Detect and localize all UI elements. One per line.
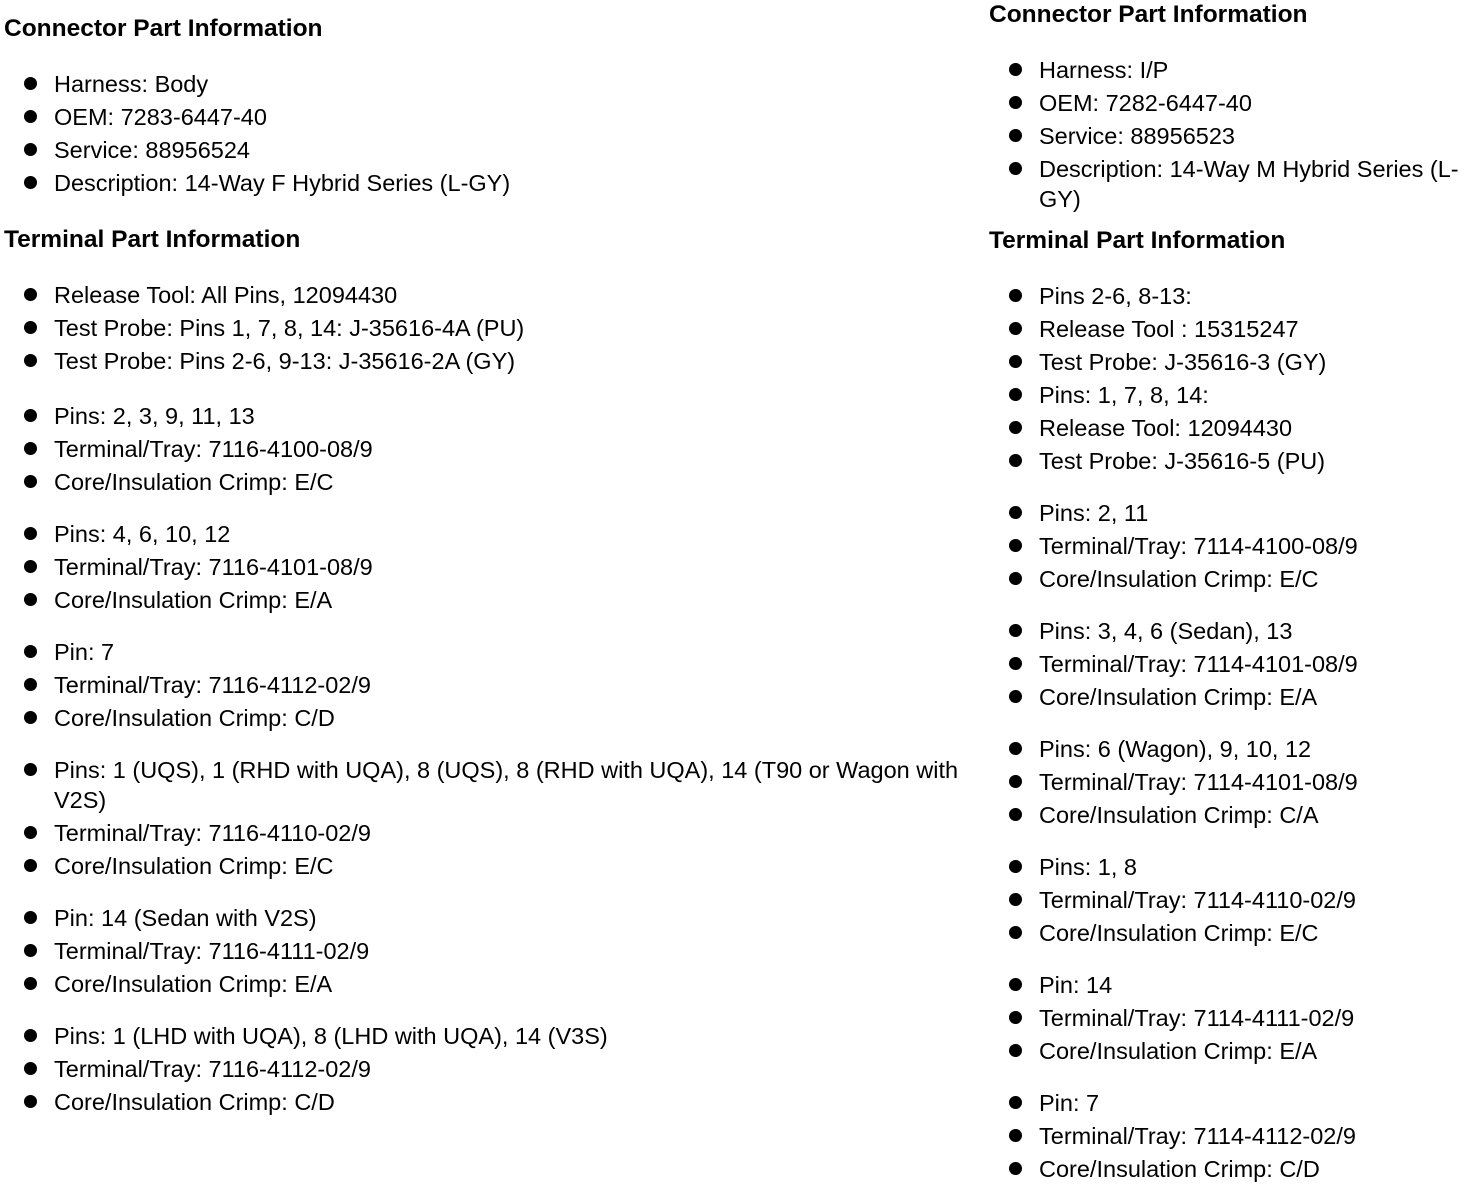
left-terminal-group-4 <box>4 637 979 733</box>
right-connector-list <box>989 55 1467 214</box>
right-connector-heading: Connector Part Information <box>989 1 1308 28</box>
list-item: Pins 2-6, 8-13: <box>989 281 1467 311</box>
right-terminal-group-2 <box>989 498 1467 594</box>
list-item: Pins: 1 (LHD with UQA), 8 (LHD with UQA), 14 (V3S) <box>4 1021 979 1051</box>
list-item: Pins: 1, 7, 8, 14: <box>989 380 1467 410</box>
list-item: Pins: 3, 4, 6 (Sedan), 13 <box>989 616 1467 646</box>
list-item: Description: 14-Way F Hybrid Series (L-GY) <box>4 168 979 198</box>
left-terminal-group-7 <box>4 1021 979 1117</box>
list-item: Core/Insulation Crimp: E/A <box>989 1036 1467 1066</box>
list-item: Service: 88956523 <box>989 121 1467 151</box>
list-item: Core/Insulation Crimp: C/D <box>4 703 979 733</box>
list-item: Pins: 4, 6, 10, 12 <box>4 519 979 549</box>
list-item: Terminal/Tray: 7116-4100-08/9 <box>4 434 979 464</box>
list-item: Pin: 14 (Sedan with V2S) <box>4 903 979 933</box>
list-item: Core/Insulation Crimp: E/A <box>4 585 979 615</box>
list-item: Terminal/Tray: 7116-4110-02/9 <box>4 818 979 848</box>
list-item: Core/Insulation Crimp: E/C <box>989 918 1467 948</box>
right-terminal-group-5 <box>989 852 1467 948</box>
list-item: Terminal/Tray: 7114-4110-02/9 <box>989 885 1467 915</box>
right-terminal-group-6 <box>989 970 1467 1066</box>
left-connector-list <box>4 69 979 198</box>
list-item: Service: 88956524 <box>4 135 979 165</box>
list-item: Terminal/Tray: 7116-4111-02/9 <box>4 936 979 966</box>
list-item: Test Probe: J-35616-3 (GY) <box>989 347 1467 377</box>
list-item: Core/Insulation Crimp: E/C <box>989 564 1467 594</box>
list-item: Core/Insulation Crimp: E/A <box>989 682 1467 712</box>
list-item: Terminal/Tray: 7116-4101-08/9 <box>4 552 979 582</box>
list-item: Core/Insulation Crimp: E/A <box>4 969 979 999</box>
left-column <box>4 0 979 1117</box>
list-item: Terminal/Tray: 7114-4112-02/9 <box>989 1121 1467 1151</box>
list-item: Core/Insulation Crimp: C/D <box>4 1087 979 1117</box>
left-terminal-group-1 <box>4 280 979 376</box>
right-terminal-group-7 <box>989 1088 1467 1184</box>
right-column <box>989 0 1467 1184</box>
list-item: Terminal/Tray: 7114-4101-08/9 <box>989 649 1467 679</box>
list-item: Test Probe: J-35616-5 (PU) <box>989 446 1467 476</box>
list-item: Pins: 1 (UQS), 1 (RHD with UQA), 8 (UQS), 8 (RHD with UQA), 14 (T90 or Wagon with V2S) <box>4 755 979 815</box>
left-terminal-heading: Terminal Part Information <box>4 226 301 253</box>
list-item: Terminal/Tray: 7114-4111-02/9 <box>989 1003 1467 1033</box>
right-terminal-group-1 <box>989 281 1467 476</box>
list-item: OEM: 7283-6447-40 <box>4 102 979 132</box>
list-item: Pins: 1, 8 <box>989 852 1467 882</box>
right-terminal-heading: Terminal Part Information <box>989 227 1286 254</box>
list-item: Test Probe: Pins 2-6, 9-13: J-35616-2A (GY) <box>4 346 979 376</box>
list-item: OEM: 7282-6447-40 <box>989 88 1467 118</box>
left-terminal-group-6 <box>4 903 979 999</box>
left-terminal-group-3 <box>4 519 979 615</box>
left-connector-heading: Connector Part Information <box>4 15 323 42</box>
list-item: Description: 14-Way M Hybrid Series (L-GY) <box>989 154 1467 214</box>
list-item: Release Tool: 12094430 <box>989 413 1467 443</box>
left-terminal-group-5 <box>4 755 979 881</box>
list-item: Pins: 2, 11 <box>989 498 1467 528</box>
list-item: Core/Insulation Crimp: C/A <box>989 800 1467 830</box>
list-item: Test Probe: Pins 1, 7, 8, 14: J-35616-4A (PU) <box>4 313 979 343</box>
list-item: Pin: 7 <box>4 637 979 667</box>
right-terminal-group-3 <box>989 616 1467 712</box>
list-item: Terminal/Tray: 7114-4100-08/9 <box>989 531 1467 561</box>
list-item: Terminal/Tray: 7116-4112-02/9 <box>4 670 979 700</box>
list-item: Release Tool : 15315247 <box>989 314 1467 344</box>
list-item: Terminal/Tray: 7114-4101-08/9 <box>989 767 1467 797</box>
list-item: Harness: I/P <box>989 55 1467 85</box>
list-item: Terminal/Tray: 7116-4112-02/9 <box>4 1054 979 1084</box>
list-item: Pins: 6 (Wagon), 9, 10, 12 <box>989 734 1467 764</box>
list-item: Core/Insulation Crimp: E/C <box>4 467 979 497</box>
list-item: Release Tool: All Pins, 12094430 <box>4 280 979 310</box>
list-item: Harness: Body <box>4 69 979 99</box>
list-item: Pins: 2, 3, 9, 11, 13 <box>4 401 979 431</box>
right-terminal-group-4 <box>989 734 1467 830</box>
list-item: Core/Insulation Crimp: C/D <box>989 1154 1467 1184</box>
list-item: Pin: 14 <box>989 970 1467 1000</box>
left-terminal-group-2 <box>4 401 979 497</box>
list-item: Pin: 7 <box>989 1088 1467 1118</box>
list-item: Core/Insulation Crimp: E/C <box>4 851 979 881</box>
